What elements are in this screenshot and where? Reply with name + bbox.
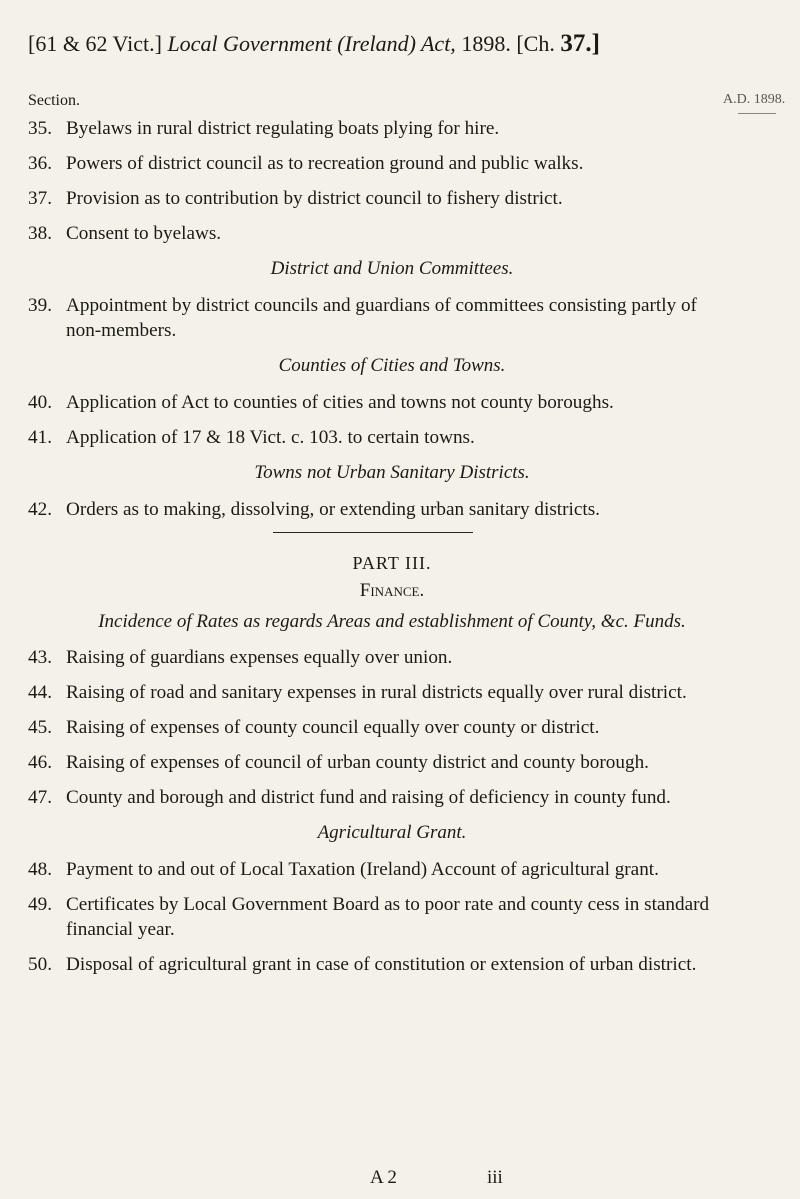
signature-mark: A 2 [370, 1167, 397, 1188]
section-text: Orders as to making, dissolving, or extending urban sanitary districts. [66, 499, 600, 520]
heading-district-union-committees: District and Union Committees. [270, 258, 514, 279]
list-item [28, 680, 718, 705]
list-item [28, 186, 718, 211]
group-4 [28, 497, 718, 522]
heading-incidence-of-rates: Incidence of Rates as regards Areas and establishment of County, &c. Funds. [98, 611, 686, 632]
heading-towns-not-urban: Towns not Urban Sanitary Districts. [254, 462, 530, 483]
list-item [28, 390, 718, 415]
section-number: 49. [28, 894, 52, 915]
part-title: PART III. [352, 553, 432, 573]
page-header [28, 30, 728, 58]
list-item [28, 715, 718, 740]
heading-agricultural-grant: Agricultural Grant. [317, 822, 467, 843]
section-number: 40. [28, 392, 52, 413]
list-item [28, 857, 718, 882]
section-text: Raising of expenses of county council equally over county or district. [66, 717, 600, 738]
group-5 [28, 645, 718, 810]
section-text: Payment to and out of Local Taxation (Ireland) Account of agricultural grant. [66, 859, 659, 880]
section-text: Certificates by Local Government Board as to poor rate and county cess in standard financial year. [66, 894, 710, 940]
list-item [28, 293, 718, 343]
list-item [28, 750, 718, 775]
section-text: Application of 17 & 18 Vict. c. 103. to certain towns. [66, 427, 475, 448]
section-text: Raising of guardians expenses equally over union. [66, 647, 453, 668]
margin-date-note: A.D. 1898. [723, 92, 786, 107]
header-regnal-years: [61 & 62 Vict.] [28, 31, 162, 56]
header-year: 1898. [461, 31, 511, 56]
section-number: 41. [28, 427, 52, 448]
section-number: 50. [28, 954, 52, 975]
section-text: Provision as to contribution by district council to fishery district. [66, 188, 563, 209]
heading-counties-of-cities: Counties of Cities and Towns. [278, 355, 506, 376]
part-subtitle: Finance. [359, 580, 425, 601]
header-act-title: Local Government (Ireland) Act, [167, 31, 456, 56]
group-1 [28, 116, 718, 246]
list-item [28, 952, 718, 977]
section-text: Raising of road and sanitary expenses in rural districts equally over rural district. [66, 682, 687, 703]
section-number: 48. [28, 859, 52, 880]
list-item [28, 425, 718, 450]
section-number: 35. [28, 118, 52, 139]
section-number: 43. [28, 647, 52, 668]
margin-rule [738, 113, 776, 114]
contents-list [28, 116, 718, 987]
section-text: Powers of district council as to recreation ground and public walks. [66, 153, 584, 174]
list-item [28, 116, 718, 141]
section-number: 46. [28, 752, 52, 773]
section-column-label: Section. [28, 92, 80, 109]
section-number: 39. [28, 295, 52, 316]
section-text: Raising of expenses of council of urban county district and county borough. [66, 752, 649, 773]
section-number: 42. [28, 499, 52, 520]
list-item [28, 497, 718, 522]
section-text: Disposal of agricultural grant in case of constitution or extension of urban district. [66, 954, 697, 975]
list-item [28, 645, 718, 670]
group-6 [28, 857, 718, 977]
section-number: 38. [28, 223, 52, 244]
page-number: iii [487, 1167, 503, 1188]
section-text: Appointment by district councils and guardians of committees consisting partly of non-members. [66, 295, 697, 341]
header-chapter-label: [Ch. [516, 31, 555, 56]
section-text: Application of Act to counties of cities and towns not county boroughs. [66, 392, 614, 413]
section-text: Byelaws in rural district regulating boats plying for hire. [66, 118, 500, 139]
section-number: 47. [28, 787, 52, 808]
list-item [28, 785, 718, 810]
group-3 [28, 390, 718, 450]
section-number: 44. [28, 682, 52, 703]
list-item [28, 221, 718, 246]
list-item [28, 892, 718, 942]
group-2 [28, 293, 718, 343]
section-number: 36. [28, 153, 52, 174]
header-chapter-number: 37.] [560, 30, 600, 57]
section-number: 45. [28, 717, 52, 738]
list-item [28, 151, 718, 176]
section-number: 37. [28, 188, 52, 209]
section-divider [273, 532, 473, 533]
section-text: Consent to byelaws. [66, 223, 222, 244]
section-text: County and borough and district fund and raising of deficiency in county fund. [66, 787, 671, 808]
